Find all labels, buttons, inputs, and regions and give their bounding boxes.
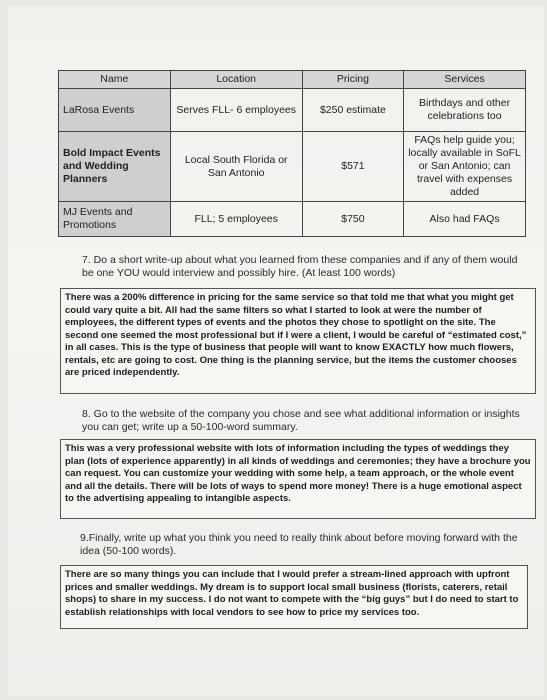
- vendor-services: Birthdays and other celebrations too: [404, 89, 526, 132]
- table-row: [59, 132, 526, 202]
- header-services: Services: [404, 71, 526, 89]
- question-8-answer-box[interactable]: This was a very professional website with lots of information including the types of weddings they plan (lots of experience apparently) in all kinds of weddings and ceremonies; they have a brochure you can request. You can customize your wedding with some help, a team approach, or the whole event and all the details. There will be lots of ways to spend more money! There is a huge emotional aspect to the advertising appealing to intangible aspects.: [60, 439, 536, 519]
- question-8-prompt: 8. Go to the website of the company you chose and see what additional information or insights you can get; write up a 50-100-word summary.: [82, 408, 520, 433]
- vendor-location: Serves FLL- 6 employees: [170, 89, 302, 132]
- vendor-location: Local South Florida or San Antonio: [170, 132, 302, 202]
- vendor-pricing: $750: [302, 202, 403, 237]
- vendor-services: Also had FAQs: [404, 202, 526, 237]
- vendor-name: Bold Impact Events and Wedding Planners: [59, 132, 171, 202]
- question-9-answer-box[interactable]: There are so many things you can include that I would prefer a stream-lined approach with upfront prices and smaller weddings. My dream is to support local small business (florists, caterers, retail shops) to share in my success. I do not want to compete with the “big guys” but I do need to start to establish relationships with local vendors to see how to price my services too.: [60, 565, 528, 629]
- table-row: [59, 202, 526, 237]
- vendor-comparison-table: [58, 70, 526, 237]
- question-7-answer-box[interactable]: There was a 200% difference in pricing for the same service so that told me that what you might get could vary quite a bit. All had the same filters so what I started to look at were the number of employees, the different types of events and the photos they chose to spotlight on the site. The second one seemed the most professional but if I were a client, I would be careful of “estimated cost,” in all cases. This is the type of business that people will want to know EXACTLY how much flowers, rentals, etc are going to cost. One thing is the planning service, but the items the customer chooses are priced independently.: [60, 288, 536, 394]
- vendor-services: FAQs help guide you; locally available in SoFL or San Antonio; can travel with expenses added: [404, 132, 526, 202]
- table-row: [59, 89, 526, 132]
- header-location: Location: [170, 71, 302, 89]
- vendor-pricing: $250 estimate: [302, 89, 403, 132]
- vendor-pricing: $571: [302, 132, 403, 202]
- table-header-row: [59, 71, 526, 89]
- header-pricing: Pricing: [302, 71, 403, 89]
- header-name: Name: [59, 71, 171, 89]
- vendor-location: FLL; 5 employees: [170, 202, 302, 237]
- question-9-prompt: 9.Finally, write up what you think you need to really think about before moving forward with the idea (50-100 words).: [80, 532, 518, 557]
- question-7-prompt: 7. Do a short write-up about what you learned from these companies and if any of them would be one YOU would interview and possibly hire. (At least 100 words): [82, 254, 518, 279]
- vendor-name: MJ Events and Promotions: [59, 202, 171, 237]
- vendor-name: LaRosa Events: [59, 89, 171, 132]
